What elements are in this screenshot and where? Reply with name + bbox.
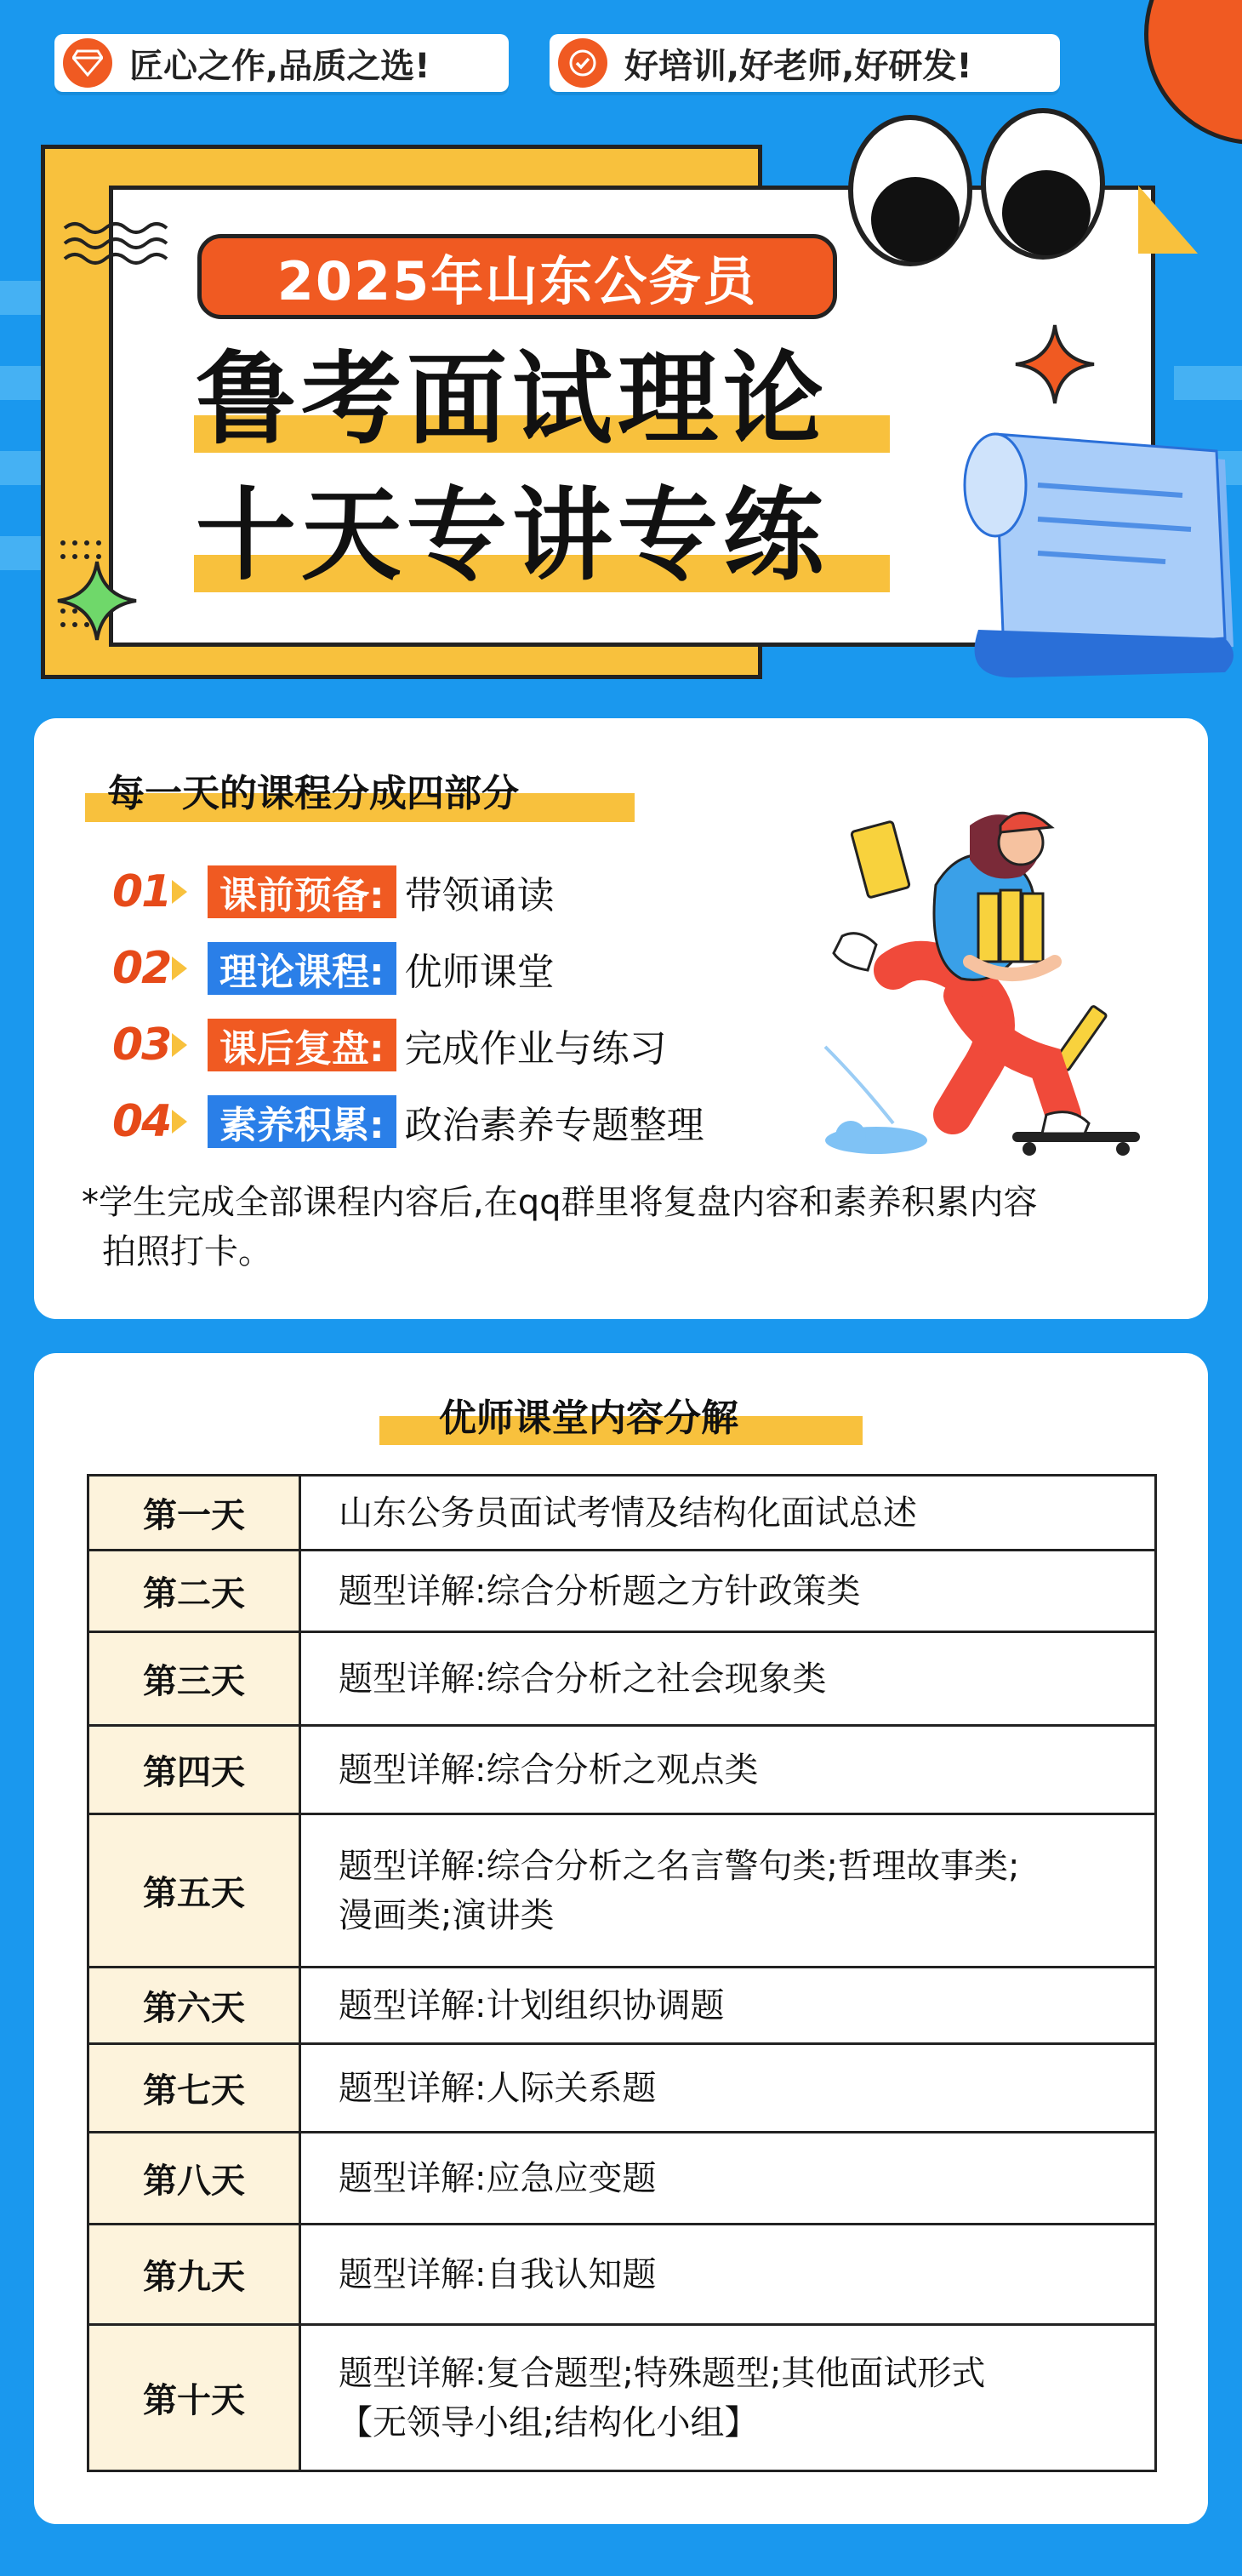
schedule-table <box>87 1474 1157 2472</box>
table-row <box>88 1551 1156 1632</box>
schedule-content-line: 题型详解:人际关系题 <box>339 2068 657 2108</box>
table-row <box>88 1632 1156 1726</box>
table-row <box>88 1476 1156 1551</box>
schedule-content-line: 【无领导小组;结构化小组】 <box>339 2402 759 2442</box>
hero-title-line1: 鲁考面试理论 <box>196 340 829 458</box>
paper-fold <box>1138 186 1198 254</box>
arrow-icon <box>172 1033 187 1057</box>
badge-training <box>550 34 1060 92</box>
arrow-icon <box>172 880 187 904</box>
schedule-content-line: 山东公务员面试考情及结构化面试总述 <box>339 1493 917 1533</box>
schedule-content-line: 题型详解:综合分析之观点类 <box>339 1750 759 1790</box>
badge-quality-text: 匠心之作,品质之选! <box>129 46 430 86</box>
course-part-desc: 带领诵读 <box>404 874 555 917</box>
hero-tag-text: 2025年山东公务员 <box>276 249 758 312</box>
badge-quality <box>54 34 509 92</box>
schedule-content <box>300 1726 1156 1814</box>
course-part-item <box>112 1094 704 1149</box>
course-part-num: 03 <box>112 1020 171 1071</box>
schedule-day: 第八天 <box>88 2133 300 2225</box>
wave-decoration <box>63 220 174 271</box>
table-row <box>88 2325 1156 2471</box>
course-part-label: 课前预备: <box>208 865 396 918</box>
table-row <box>88 2133 1156 2225</box>
schedule-content <box>300 1476 1156 1551</box>
course-part-item <box>112 865 555 919</box>
course-part-item <box>112 941 555 996</box>
schedule-content <box>300 2133 1156 2225</box>
schedule-content-line: 题型详解:计划组织协调题 <box>339 1985 725 2025</box>
course-part-item <box>112 1018 667 1072</box>
hero-title-line2: 十天专讲专练 <box>196 477 829 594</box>
paper-scroll-icon <box>944 426 1242 689</box>
schedule-content <box>300 2325 1156 2471</box>
schedule-content <box>300 1814 1156 1968</box>
table-row <box>88 1726 1156 1814</box>
green-star-icon <box>54 558 140 643</box>
course-part-num: 02 <box>112 943 171 994</box>
hero-tag <box>197 234 837 319</box>
skater-illustration <box>791 791 1165 1174</box>
schedule-day: 第一天 <box>88 1476 300 1551</box>
structure-title: 每一天的课程分成四部分 <box>107 772 519 815</box>
schedule-content <box>300 1551 1156 1632</box>
checkin-note-line1: *学生完成全部课程内容后,在qq群里将复盘内容和素养积累内容 <box>82 1183 1038 1222</box>
badge-training-text: 好培训,好老师,好研发! <box>624 46 972 86</box>
schedule-title: 优师课堂内容分解 <box>439 1397 738 1440</box>
schedule-content-line: 题型详解:综合分析之名言警句类;哲理故事类; <box>339 1846 1020 1886</box>
schedule-day: 第五天 <box>88 1814 300 1968</box>
course-part-label: 理论课程: <box>208 942 396 995</box>
course-part-desc: 优师课堂 <box>404 951 555 994</box>
checkin-note-line2: 拍照打卡。 <box>102 1232 272 1271</box>
check-icon <box>558 38 607 88</box>
diamond-icon <box>63 38 112 88</box>
course-part-desc: 政治素养专题整理 <box>404 1104 704 1147</box>
schedule-content <box>300 1968 1156 2044</box>
course-part-num: 01 <box>112 866 171 917</box>
orange-sparkle-icon <box>1012 322 1097 407</box>
table-row <box>88 2044 1156 2133</box>
schedule-content-line: 题型详解:综合分析之社会现象类 <box>339 1659 827 1699</box>
schedule-content-line: 题型详解:应急应变题 <box>339 2158 657 2198</box>
schedule-content-line: 漫画类;演讲类 <box>339 1895 555 1935</box>
arrow-icon <box>172 1110 187 1134</box>
schedule-content <box>300 1632 1156 1726</box>
schedule-day: 第七天 <box>88 2044 300 2133</box>
schedule-day: 第二天 <box>88 1551 300 1632</box>
schedule-content-line: 题型详解:复合题型;特殊题型;其他面试形式 <box>339 2353 986 2393</box>
schedule-content-line: 题型详解:自我认知题 <box>339 2254 657 2294</box>
schedule-content <box>300 2044 1156 2133</box>
course-part-num: 04 <box>112 1096 171 1147</box>
course-part-label: 素养积累: <box>208 1095 396 1148</box>
arrow-icon <box>172 957 187 980</box>
schedule-content-line: 题型详解:综合分析题之方针政策类 <box>339 1571 861 1611</box>
checkin-note <box>82 1178 1188 1277</box>
bg-stripe <box>1174 366 1242 400</box>
table-row <box>88 2225 1156 2325</box>
corner-circle <box>1144 0 1242 145</box>
schedule-day: 第十天 <box>88 2325 300 2471</box>
course-part-label: 课后复盘: <box>208 1019 396 1071</box>
eyes-decoration <box>842 107 1114 277</box>
table-row <box>88 1968 1156 2044</box>
schedule-day: 第三天 <box>88 1632 300 1726</box>
schedule-day: 第六天 <box>88 1968 300 2044</box>
schedule-day: 第四天 <box>88 1726 300 1814</box>
course-part-desc: 完成作业与练习 <box>404 1027 667 1071</box>
table-row <box>88 1814 1156 1968</box>
schedule-content <box>300 2225 1156 2325</box>
schedule-day: 第九天 <box>88 2225 300 2325</box>
